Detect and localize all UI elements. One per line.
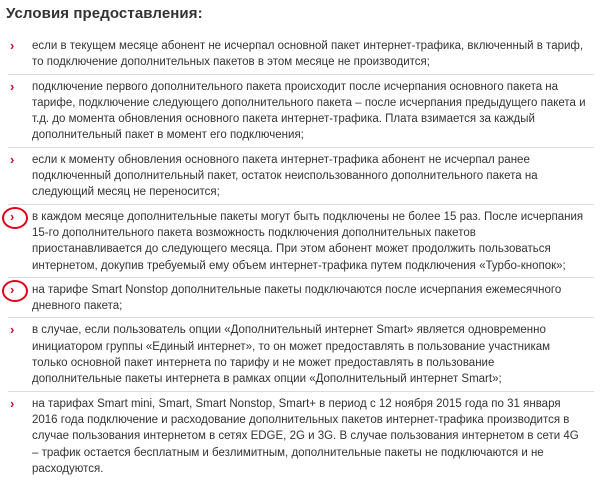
- chevron-right-icon: ›: [10, 78, 15, 94]
- chevron-right-icon: ›: [10, 208, 15, 224]
- red-circle-annotation: [2, 280, 28, 302]
- red-circle-annotation: [2, 207, 28, 229]
- chevron-right-icon: ›: [10, 395, 15, 411]
- condition-text: если к моменту обновления основного пакета интернет-трафика абонент не исчерпал ранее подключенный дополнительный пакет, остаток неиспользованного дополнительного пакета на следующий месяц не переносится;: [32, 153, 538, 199]
- condition-item: [0, 34, 600, 74]
- condition-text: если в текущем месяце абонент не исчерпал основной пакет интернет-трафика, включенный в тариф, то подключение дополнительных пакетов в этом месяце не производится;: [32, 40, 584, 69]
- condition-item: [0, 278, 600, 318]
- conditions-list: [0, 34, 600, 480]
- condition-item: [0, 148, 600, 204]
- condition-item: [0, 75, 600, 147]
- condition-text: подключение первого дополнительного пакета происходит после исчерпания основного пакета на тарифе, подключение следующего дополнительного пакета – после исчерпания предыдущего пакета и т.д. до момента обновления основного пакета интернет-трафика. Плата взимается за каждый дополнительный пакет в момент его подключения;: [32, 80, 586, 142]
- chevron-right-icon: ›: [10, 322, 15, 338]
- section-heading: Условия предоставления:: [6, 5, 203, 22]
- chevron-right-icon: ›: [10, 38, 15, 53]
- condition-text: в случае, если пользователь опции «Дополнительный интернет Smart» является одновременно инициатором группы «Единый интернет», то он может предоставлять в пользование участникам только основной пакет интернета по тарифу и не может предоставлять в пользование дополнительные пакеты интернета в рамках опции «Дополнительный интернет Smart»;: [32, 324, 551, 386]
- condition-text: в каждом месяце дополнительные пакеты могут быть подключены не более 15 раз. После исчерпания 15-го дополнительного пакета возможность подключения дополнительных пакетов приостанавливается до следующего месяца. При этом абонент может продолжить пользоваться интернетом, докупив требуемый ему объем интернет-трафика путем подключения «Турбо-кнопок»;: [32, 210, 584, 272]
- condition-item: [0, 205, 600, 277]
- condition-text: на тарифах Smart mini, Smart, Smart Nonstop, Smart+ в период с 12 ноября 2015 года по 31 января 2016 года подключение и расходование дополнительных пакетов интернет-трафика производится в случае пользования интернетом в сетях EDGE, 2G и 3G. В случае пользования интернетом в сети 4G – трафик остается бесплатным и безлимитным, дополнительные пакеты не подключаются и не расходуются.: [32, 397, 579, 475]
- condition-item: [0, 318, 600, 390]
- chevron-right-icon: ›: [10, 281, 15, 297]
- condition-item: [0, 392, 600, 480]
- condition-text: на тарифе Smart Nonstop дополнительные пакеты подключаются после исчерпания ежемесячного дневного пакета;: [32, 283, 562, 313]
- chevron-right-icon: ›: [10, 151, 15, 167]
